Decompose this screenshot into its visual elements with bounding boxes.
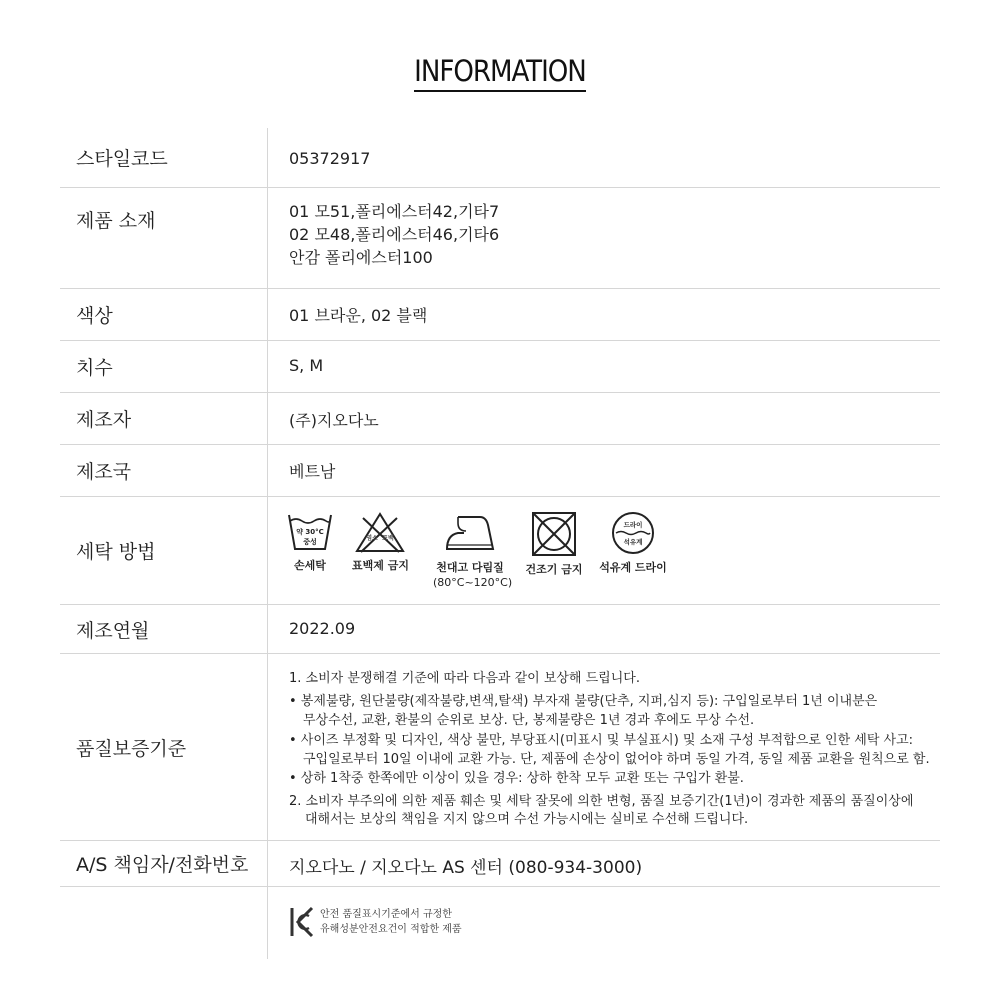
manufacturer-value: (주)지오다노: [289, 411, 379, 430]
warranty-text: [289, 670, 930, 829]
washing-label: 세탁 방법: [60, 497, 268, 604]
material-label: 제품 소재: [60, 188, 268, 288]
kc-text: [320, 907, 462, 937]
care-caption: 표백제 금지: [352, 559, 409, 572]
row-kc-mark: [60, 887, 940, 959]
country-value: 베트남: [289, 462, 336, 481]
row-mfg-date: [60, 605, 940, 654]
no-bleach-chlorine: 염소: [366, 535, 378, 542]
hand-wash-temp: 약 30°C: [296, 528, 324, 536]
material-line: 01 모51,폴리에스터42,기타7: [289, 202, 500, 221]
care-caption: 천대고 다림질: [436, 561, 504, 574]
manufacturer-label: 제조자: [60, 393, 268, 444]
kc-line: 안전 품질표시기준에서 규정한: [320, 909, 452, 920]
care-caption: 건조기 금지: [525, 563, 583, 576]
color-label: 색상: [60, 289, 268, 340]
hand-wash-neutral: 중성: [303, 538, 317, 546]
no-bleach-bleach: 표백: [382, 535, 394, 542]
kc-certification: [289, 905, 462, 939]
care-item: [352, 511, 408, 573]
page-title: INFORMATION: [414, 54, 586, 92]
warranty-clause-2: 2. 소비자 부주의에 의한 제품 훼손 및 세탁 잘못에 의한 변형, 품질 보증기간(1년)이 경과한 제품의 품질이상에: [289, 794, 914, 809]
row-warranty: [60, 654, 940, 841]
dry-clean-icon: [611, 511, 655, 555]
dry-clean-bottom: 석유계: [623, 538, 643, 546]
row-style-code: [60, 128, 940, 188]
care-caption: 손세탁: [294, 559, 326, 572]
material-line: 02 모48,폴리에스터46,기타6: [289, 225, 500, 244]
no-tumble-dry-icon: [531, 511, 577, 557]
care-item: [598, 511, 668, 575]
warranty-bullet-cont: 구입일로부터 10일 이내에 교환 가능. 단, 제품에 손상이 없어야 하며 동일 가격, 동일 제품 교환을 원칙으로 함.: [303, 752, 930, 767]
material-line: 안감 폴리에스터100: [289, 248, 433, 267]
row-as-contact: [60, 841, 940, 887]
style-code-label: 스타일코드: [60, 128, 268, 187]
row-manufacturer: [60, 393, 940, 445]
no-bleach-icon: [354, 511, 406, 553]
hand-wash-icon: [286, 511, 334, 553]
row-color: [60, 289, 940, 341]
size-value: S, M: [289, 356, 324, 375]
warranty-label: 품질보증기준: [60, 654, 268, 840]
warranty-bullet: • 사이즈 부정확 및 디자인, 색상 불만, 부당표시(미표시 및 부실표시) 및 소재 구성 부적합으로 인한 세탁 사고:: [289, 733, 914, 748]
color-value: 01 브라운, 02 블랙: [289, 306, 428, 325]
care-symbols: [285, 511, 685, 601]
care-item: [433, 511, 513, 589]
row-washing: [60, 497, 940, 605]
row-size: [60, 341, 940, 393]
info-table: [60, 128, 940, 959]
kc-mark-icon: [289, 905, 315, 939]
style-code-value: 05372917: [289, 149, 371, 168]
mfg-date-label: 제조연월: [60, 605, 268, 653]
care-item: [524, 511, 584, 577]
as-label: A/S 책임자/전화번호: [60, 841, 268, 886]
warranty-bullet-cont: 무상수선, 교환, 환불의 순위로 보상. 단, 봉제불량은 1년 경과 후에도 무상 수선.: [303, 713, 755, 728]
care-caption: 석유계 드라이: [599, 561, 667, 574]
row-material: [60, 188, 940, 289]
dry-clean-top: 드라이: [623, 521, 643, 529]
row-country: [60, 445, 940, 497]
material-value: [289, 188, 940, 269]
mfg-date-value: 2022.09: [289, 619, 356, 638]
warranty-bullet: • 상하 1착중 한쪽에만 이상이 있을 경우: 상하 한착 모두 교환 또는 구입가 환불.: [289, 771, 744, 786]
country-label: 제조국: [60, 445, 268, 496]
warranty-bullet: • 봉제불량, 원단불량(제작불량,변색,탈색) 부자재 불량(단추, 지퍼,심지 등): 구입일로부터 1년 이내분은: [289, 694, 878, 709]
care-item: [285, 511, 335, 573]
kc-label-cell: [60, 887, 268, 959]
size-label: 치수: [60, 341, 268, 392]
warranty-clause-2-cont: 대해서는 보상의 책임을 지지 않으며 수선 가능시에는 실비로 수선해 드립니다.: [305, 812, 749, 827]
care-sub: (80°C~120°C): [433, 576, 513, 589]
iron-icon: [444, 511, 496, 555]
as-value: 지오다노 / 지오다노 AS 센터 (080-934-3000): [289, 858, 643, 878]
kc-line: 유해성분안전요건이 적합한 제품: [320, 924, 462, 935]
warranty-clause-1: 1. 소비자 분쟁해결 기준에 따라 다음과 같이 보상해 드립니다.: [289, 671, 640, 686]
